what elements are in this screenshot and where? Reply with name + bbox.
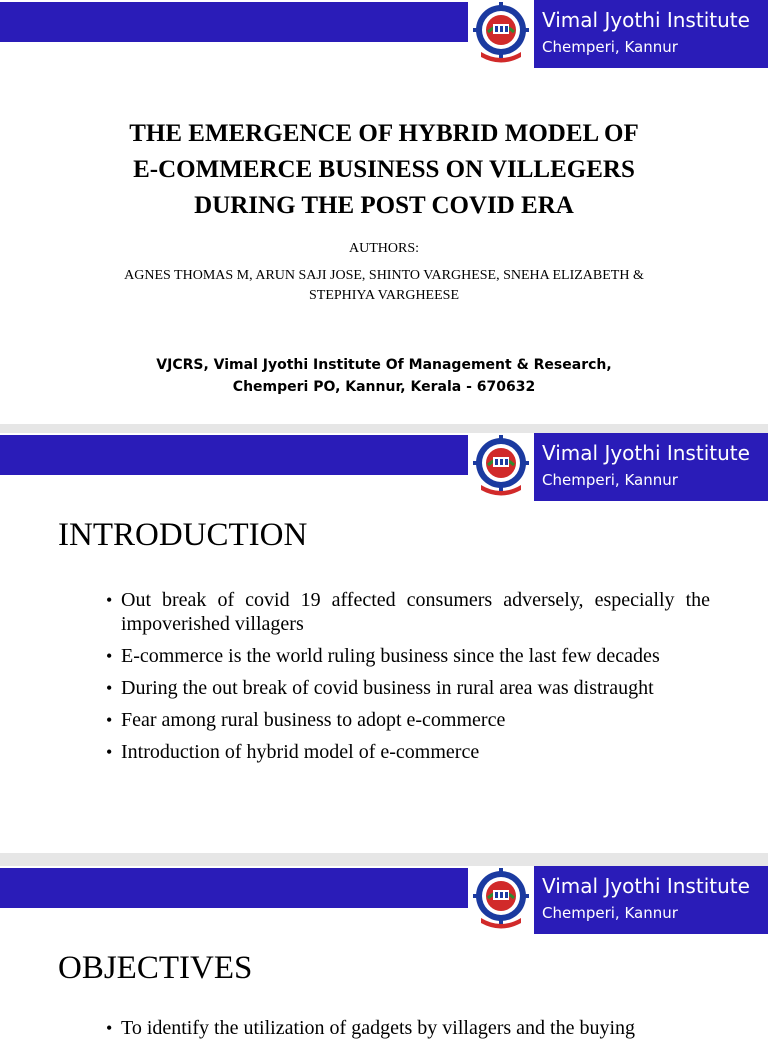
- institute-banner: [534, 433, 768, 501]
- bullet-item: • To identify the utilization of gadgets by villagers and the buying: [106, 1016, 710, 1040]
- logo-icon: [468, 866, 534, 934]
- bullet-item: • E-commerce is the world ruling business since the last few decades: [106, 644, 710, 668]
- slide-separator: [0, 424, 768, 433]
- institute-name: Vimal Jyothi Institute: [542, 874, 750, 898]
- title-line: E-COMMERCE BUSINESS ON VILLEGERS: [133, 156, 635, 183]
- institute-location: Chemperi, Kannur: [542, 471, 678, 489]
- bullet-item: • Out break of covid 19 affected consumers adversely, especially the impoverished villagers: [106, 588, 710, 636]
- objectives-slide: [0, 866, 768, 1039]
- slide-heading: OBJECTIVES: [58, 950, 253, 986]
- bullet-item: • During the out break of covid business in rural area was distraught: [106, 676, 710, 700]
- institute-banner: [534, 0, 768, 68]
- slide-header: [0, 0, 768, 68]
- bullet-item: • Introduction of hybrid model of e-commerce: [106, 740, 710, 764]
- title-line: DURING THE POST COVID ERA: [194, 192, 574, 219]
- slide-heading: INTRODUCTION: [58, 517, 308, 553]
- bullet-list: [106, 1016, 710, 1048]
- affiliation-line: Chemperi PO, Kannur, Kerala - 670632: [232, 379, 536, 395]
- institute-name: Vimal Jyothi Institute: [542, 441, 750, 465]
- authors-line: STEPHIYA VARGHEESE: [308, 288, 459, 303]
- logo-icon: [468, 433, 534, 501]
- institute-location: Chemperi, Kannur: [542, 38, 678, 56]
- affiliation: [40, 354, 728, 398]
- introduction-slide: [0, 433, 768, 853]
- header-band: [0, 868, 468, 908]
- bullet-item: • Fear among rural business to adopt e-commerce: [106, 708, 710, 732]
- header-band: [0, 2, 468, 42]
- bullet-list: [106, 588, 710, 772]
- institute-location: Chemperi, Kannur: [542, 904, 678, 922]
- institute-name: Vimal Jyothi Institute: [542, 8, 750, 32]
- authors-label: AUTHORS:: [348, 241, 419, 256]
- presentation-title: [40, 116, 728, 224]
- institute-banner: [534, 866, 768, 934]
- header-band: [0, 435, 468, 475]
- authors-list: [70, 266, 698, 306]
- slide-header: [0, 433, 768, 501]
- logo-icon: [468, 0, 534, 68]
- authors-line: AGNES THOMAS M, ARUN SAJI JOSE, SHINTO VARGHESE, SNEHA ELIZABETH &: [124, 268, 644, 283]
- slide-header: [0, 866, 768, 934]
- affiliation-line: VJCRS, Vimal Jyothi Institute Of Management & Research,: [156, 357, 612, 373]
- title-line: THE EMERGENCE OF HYBRID MODEL OF: [129, 120, 639, 147]
- slide-separator: [0, 853, 768, 866]
- title-slide: [0, 0, 768, 424]
